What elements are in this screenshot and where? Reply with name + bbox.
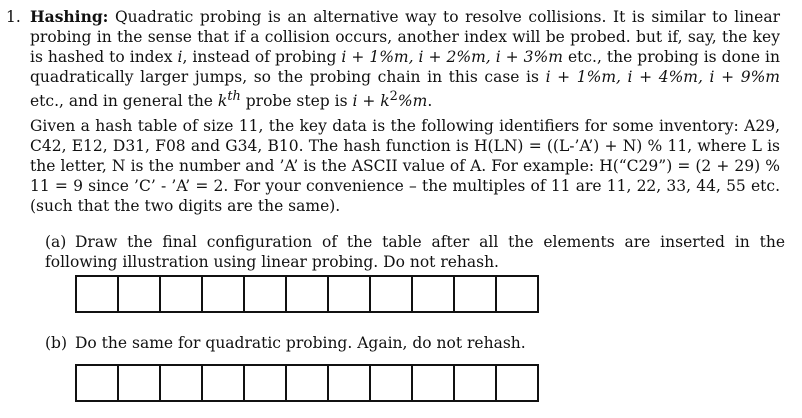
hash-table-slot: [287, 275, 329, 313]
hash-table-slot: [329, 275, 371, 313]
hash-table-slot: [371, 275, 413, 313]
question-number: 1.: [6, 8, 21, 26]
hash-table-slot: [245, 364, 287, 402]
part-a: [45, 232, 785, 272]
intro-text-5: probe step is: [240, 92, 353, 111]
hash-table-slot: [203, 275, 245, 313]
intro-paragraph: [30, 7, 780, 111]
part-b-text: Do the same for quadratic probing. Again, do not rehash.: [75, 334, 526, 352]
linear-probing-table: [75, 275, 539, 313]
hash-table-slot: [161, 364, 203, 402]
intro-text-3: etc., the probing is done in quadratically larger jumps, so the probing chain in this case is: [30, 48, 780, 86]
math-k: k: [217, 92, 228, 111]
part-a-label: (a): [45, 233, 67, 251]
hash-table-slot: [455, 275, 497, 313]
hash-table-slot: [119, 275, 161, 313]
math-square: 2: [389, 89, 398, 104]
hash-table-slot: [329, 364, 371, 402]
quadratic-probing-table: [75, 364, 539, 402]
math-quadratic-chain: i + 1%m, i + 4%m, i + 9%m: [545, 68, 780, 86]
hash-table-slot: [497, 364, 539, 402]
hash-table-slot: [203, 364, 245, 402]
hash-table-slot: [77, 275, 119, 313]
math-linear-chain: i + 1%m, i + 2%m, i + 3%m: [341, 48, 563, 66]
hash-table-slot: [371, 364, 413, 402]
hash-table-slot: [413, 364, 455, 402]
intro-text-1: Quadratic probing is an alternative way to resolve collisions. It is similar to linear probing in the sense that if a collision occurs, another index will be probed. but if, say, the key is hashed to index: [30, 8, 780, 66]
math-i: i: [177, 48, 183, 66]
intro-text-4: etc., and in general the: [30, 92, 218, 111]
hash-table-slot: [497, 275, 539, 313]
hash-table-slot: [287, 364, 329, 402]
hash-table-slot: [413, 275, 455, 313]
math-step: i + k: [352, 92, 390, 111]
intro-text-2: , instead of probing: [182, 48, 342, 66]
math-mod-m: %m: [397, 92, 428, 111]
part-b: [45, 333, 526, 353]
intro-text-6: .: [427, 92, 433, 111]
part-b-label: (b): [45, 334, 68, 352]
part-a-text: Draw the final configuration of the table after all the elements are inserted in the following illustration using linear probing. Do not rehash.: [45, 233, 785, 271]
math-th: th: [227, 89, 241, 104]
hash-table-slot: [77, 364, 119, 402]
question-title: Hashing:: [30, 7, 109, 26]
hash-table-slot: [119, 364, 161, 402]
details-paragraph: Given a hash table of size 11, the key data is the following identifiers for some inventory: A29, C42, E12, D31, F08 and G34, B10. The hash function is H(LN) = ((L-’A’) + N) % 11, where L is the letter, N is the number and ’A’ is the ASCII value of A. For example: H(“C29”) = (2 + 29) % 11 = 9 since ’C’ - ’A’ = 2. For your convenience – the multiples of 11 are 11, 22, 33, 44, 55 etc. (such that the two digits are the same).: [30, 117, 780, 215]
hash-table-slot: [455, 364, 497, 402]
hash-table-slot: [245, 275, 287, 313]
hash-table-slot: [161, 275, 203, 313]
